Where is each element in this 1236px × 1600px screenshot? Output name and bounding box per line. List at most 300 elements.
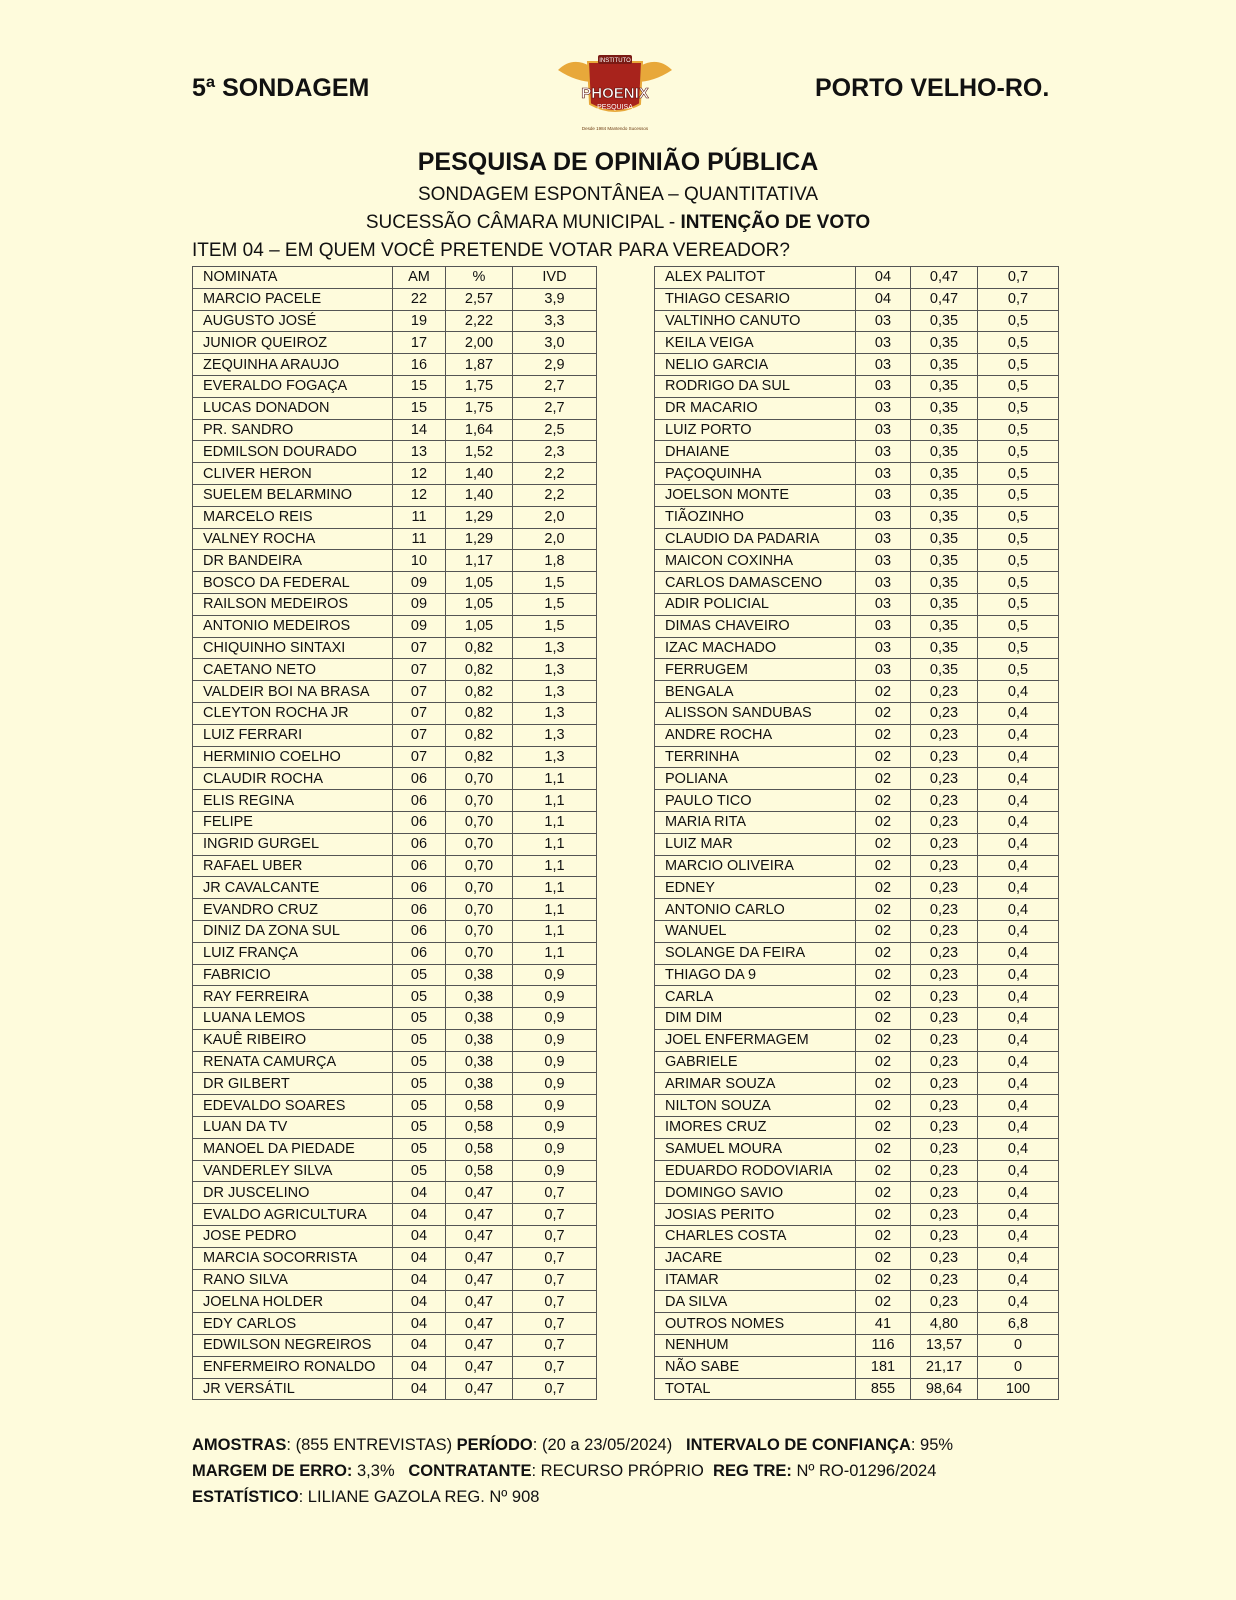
cell-ivd: 3,9 [513,288,597,310]
cell-name: KEILA VEIGA [655,332,856,354]
cell-pct: 1,40 [446,463,513,485]
cell-am: 04 [393,1356,446,1378]
table-row [193,746,597,768]
cell-ivd: 0,7 [978,267,1059,289]
amostras-label: AMOSTRAS [192,1436,287,1454]
cell-am: 116 [856,1335,911,1357]
cell-pct: 0,35 [911,354,978,376]
cell-ivd: 0,5 [978,375,1059,397]
cell-am: 04 [393,1291,446,1313]
table-row [655,659,1059,681]
contratante-value: : RECURSO PRÓPRIO [531,1462,714,1480]
cell-ivd: 0,4 [978,899,1059,921]
cell-pct: 0,70 [446,855,513,877]
cell-am: 03 [856,484,911,506]
results-table-left-body [193,267,597,1400]
table-row [655,593,1059,615]
cell-pct: 0,23 [911,768,978,790]
cell-ivd: 0,9 [513,1008,597,1030]
cell-pct: 0,23 [911,1051,978,1073]
cell-pct: % [446,267,513,289]
cell-pct: 0,47 [446,1204,513,1226]
cell-am: 03 [856,637,911,659]
cell-pct: 0,47 [446,1313,513,1335]
table-row [193,702,597,724]
cell-am: 05 [393,1160,446,1182]
cell-name: VALTINHO CANUTO [655,310,856,332]
cell-name: DHAIANE [655,441,856,463]
table-row [655,1160,1059,1182]
cell-ivd: 1,1 [513,768,597,790]
cell-ivd: 0,7 [978,288,1059,310]
table-row [193,724,597,746]
cell-am: 02 [856,1269,911,1291]
table-row [655,1335,1059,1357]
cell-name: ANTONIO CARLO [655,899,856,921]
cell-ivd: 0,4 [978,1160,1059,1182]
cell-ivd: 1,1 [513,920,597,942]
cell-am: 02 [856,1051,911,1073]
cell-pct: 1,05 [446,593,513,615]
cell-am: 09 [393,572,446,594]
cell-am: 15 [393,375,446,397]
logo-sub-text: PESQUISA [597,104,633,111]
cell-am: 02 [856,986,911,1008]
cell-name: RODRIGO DA SUL [655,375,856,397]
table-row [655,1073,1059,1095]
table-row [655,528,1059,550]
table-row [193,920,597,942]
cell-name: EVALDO AGRICULTURA [193,1204,393,1226]
cell-ivd: 1,1 [513,942,597,964]
cell-name: JOSE PEDRO [193,1226,393,1248]
cell-name: SUELEM BELARMINO [193,484,393,506]
cell-pct: 0,58 [446,1095,513,1117]
cell-am: 02 [856,811,911,833]
cell-am: 02 [856,1138,911,1160]
table-row [655,964,1059,986]
cell-ivd: 0,9 [513,1095,597,1117]
cell-am: 03 [856,659,911,681]
cell-am: 03 [856,375,911,397]
cell-pct: 1,05 [446,615,513,637]
cell-am: 02 [856,1117,911,1139]
cell-pct: 13,57 [911,1335,978,1357]
cell-name: CLAUDIR ROCHA [193,768,393,790]
cell-ivd: 0,5 [978,659,1059,681]
cell-am: 02 [856,1160,911,1182]
table-row [193,877,597,899]
cell-am: 05 [393,964,446,986]
table-row [655,1356,1059,1378]
cell-name: ADIR POLICIAL [655,593,856,615]
table-row [193,1182,597,1204]
cell-ivd: 0,4 [978,1117,1059,1139]
cell-am: 04 [393,1182,446,1204]
cell-name: VALDEIR BOI NA BRASA [193,681,393,703]
cell-pct: 0,35 [911,659,978,681]
table-row [655,1095,1059,1117]
cell-pct: 0,35 [911,397,978,419]
cell-pct: 0,35 [911,593,978,615]
cell-ivd: 0,5 [978,310,1059,332]
cell-am: 04 [393,1378,446,1400]
cell-am: 06 [393,811,446,833]
cell-ivd: 0,4 [978,1051,1059,1073]
cell-name: RAY FERREIRA [193,986,393,1008]
cell-name: DINIZ DA ZONA SUL [193,920,393,942]
cell-name: JACARE [655,1247,856,1269]
cell-am: 02 [856,1073,911,1095]
table-row [655,1138,1059,1160]
cell-name: ENFERMEIRO RONALDO [193,1356,393,1378]
table-row [193,811,597,833]
cell-name: CLEYTON ROCHA JR [193,702,393,724]
cell-pct: 0,82 [446,702,513,724]
cell-ivd: 1,3 [513,702,597,724]
survey-round-label: 5ª SONDAGEM [192,74,370,102]
table-row [193,637,597,659]
cell-ivd: 0,5 [978,397,1059,419]
cell-name: MANOEL DA PIEDADE [193,1138,393,1160]
cell-am: 12 [393,463,446,485]
cell-am: 02 [856,877,911,899]
cell-pct: 0,38 [446,1051,513,1073]
cell-name: CHARLES COSTA [655,1226,856,1248]
cell-pct: 0,23 [911,1291,978,1313]
cell-pct: 1,29 [446,506,513,528]
cell-name: CARLOS DAMASCENO [655,572,856,594]
cell-ivd: 0,5 [978,572,1059,594]
table-row [655,1247,1059,1269]
cell-name: ALISSON SANDUBAS [655,702,856,724]
cell-pct: 0,23 [911,1204,978,1226]
footer-line-3 [192,1488,539,1507]
periodo-label: PERÍODO [456,1436,533,1454]
cell-pct: 0,35 [911,528,978,550]
table-row [655,1269,1059,1291]
cell-am: 02 [856,768,911,790]
cell-pct: 0,23 [911,1182,978,1204]
cell-pct: 1,87 [446,354,513,376]
cell-pct: 0,23 [911,899,978,921]
cell-pct: 0,23 [911,811,978,833]
table-row [655,768,1059,790]
margem-label: MARGEM DE ERRO: [192,1462,353,1480]
table-row [655,877,1059,899]
cell-am: 07 [393,637,446,659]
cell-ivd: 0,9 [513,1073,597,1095]
cell-name: EVANDRO CRUZ [193,899,393,921]
cell-name: LUAN DA TV [193,1117,393,1139]
results-table-right-body [655,267,1059,1400]
cell-ivd: 1,3 [513,637,597,659]
table-row [655,1051,1059,1073]
table-row [655,1008,1059,1030]
cell-ivd: 0,5 [978,332,1059,354]
cell-pct: 0,47 [446,1269,513,1291]
cell-ivd: 0,7 [513,1269,597,1291]
cell-am: 05 [393,1073,446,1095]
cell-name: SAMUEL MOURA [655,1138,856,1160]
cell-ivd: 0,4 [978,1008,1059,1030]
cell-ivd: 1,5 [513,572,597,594]
table-row [655,572,1059,594]
table-row [193,375,597,397]
cell-ivd: 1,1 [513,833,597,855]
table-row [655,1291,1059,1313]
cell-name: JOELSON MONTE [655,484,856,506]
cell-ivd: 0,9 [513,1160,597,1182]
cell-am: 02 [856,1291,911,1313]
cell-name: JR CAVALCANTE [193,877,393,899]
cell-ivd: 0,9 [513,1117,597,1139]
cell-am: 03 [856,332,911,354]
cell-pct: 0,70 [446,768,513,790]
cell-am: 11 [393,528,446,550]
cell-name: IMORES CRUZ [655,1117,856,1139]
cell-ivd: 0,4 [978,855,1059,877]
results-table-right [654,266,1059,1400]
cell-am: 41 [856,1313,911,1335]
cell-ivd: 0 [978,1356,1059,1378]
cell-name: FELIPE [193,811,393,833]
cell-ivd: 1,1 [513,855,597,877]
cell-am: 03 [856,463,911,485]
cell-am: 05 [393,1117,446,1139]
cell-pct: 0,23 [911,833,978,855]
regtre-value: Nº RO-01296/2024 [791,1462,937,1480]
cell-ivd: 0,4 [978,986,1059,1008]
cell-ivd: 0,7 [513,1313,597,1335]
table-row [193,855,597,877]
cell-am: 02 [856,1095,911,1117]
cell-ivd: 0,9 [513,1029,597,1051]
cell-am: 03 [856,572,911,594]
table-row [193,1269,597,1291]
cell-am: 06 [393,877,446,899]
table-row [193,528,597,550]
table-row [655,1204,1059,1226]
cell-am: 03 [856,419,911,441]
cell-ivd: 2,2 [513,463,597,485]
cell-name: LUIZ PORTO [655,419,856,441]
cell-pct: 0,23 [911,702,978,724]
cell-pct: 0,38 [446,1008,513,1030]
cell-ivd: 0,4 [978,942,1059,964]
cell-ivd: 0,5 [978,354,1059,376]
subtitle-topic [0,212,1236,234]
table-row [655,790,1059,812]
cell-ivd: 2,7 [513,397,597,419]
cell-pct: 0,70 [446,942,513,964]
table-row [655,1117,1059,1139]
results-table-left [192,266,597,1400]
cell-name: DA SILVA [655,1291,856,1313]
cell-am: 09 [393,615,446,637]
table-row [655,1226,1059,1248]
table-row [655,1378,1059,1400]
cell-pct: 0,70 [446,920,513,942]
cell-pct: 0,47 [446,1226,513,1248]
cell-name: ELIS REGINA [193,790,393,812]
cell-name: ZEQUINHA ARAUJO [193,354,393,376]
cell-am: 06 [393,790,446,812]
cell-am: 03 [856,506,911,528]
table-row [193,1138,597,1160]
cell-name: CLIVER HERON [193,463,393,485]
cell-am: 02 [856,942,911,964]
cell-name: LUANA LEMOS [193,1008,393,1030]
cell-ivd: 0,5 [978,615,1059,637]
margem-value: 3,3% [352,1462,409,1480]
cell-ivd: 0,5 [978,484,1059,506]
cell-ivd: 1,3 [513,724,597,746]
cell-name: MAICON COXINHA [655,550,856,572]
cell-am: 07 [393,681,446,703]
cell-am: 03 [856,615,911,637]
table-row [193,441,597,463]
cell-am: 04 [393,1204,446,1226]
cell-name: DOMINGO SAVIO [655,1182,856,1204]
cell-am: 04 [393,1226,446,1248]
cell-am: 02 [856,1204,911,1226]
cell-pct: 0,23 [911,1095,978,1117]
cell-pct: 0,38 [446,1073,513,1095]
cell-pct: 2,00 [446,332,513,354]
cell-am: 03 [856,550,911,572]
cell-ivd: 1,1 [513,790,597,812]
page-title: PESQUISA DE OPINIÃO PÚBLICA [417,148,819,176]
cell-ivd: 0,4 [978,1029,1059,1051]
cell-am: 05 [393,986,446,1008]
table-row [193,790,597,812]
table-row [193,899,597,921]
cell-am: 19 [393,310,446,332]
table-row [655,419,1059,441]
cell-am: 05 [393,1095,446,1117]
cell-ivd: 0,5 [978,528,1059,550]
cell-pct: 0,47 [446,1291,513,1313]
cell-pct: 0,35 [911,637,978,659]
cell-name: CLAUDIO DA PADARIA [655,528,856,550]
cell-pct: 1,52 [446,441,513,463]
cell-ivd: 0,9 [513,986,597,1008]
table-row [655,942,1059,964]
cell-pct: 0,70 [446,833,513,855]
cell-pct: 0,58 [446,1160,513,1182]
cell-ivd: 0,4 [978,833,1059,855]
cell-pct: 0,70 [446,877,513,899]
cell-am: 02 [856,1008,911,1030]
cell-ivd: 0,9 [513,1051,597,1073]
cell-ivd: 1,3 [513,659,597,681]
cell-name: THIAGO CESARIO [655,288,856,310]
cell-am: 03 [856,354,911,376]
cell-ivd: 1,8 [513,550,597,572]
table-row [193,942,597,964]
cell-pct: 0,47 [446,1335,513,1357]
table-row [655,1182,1059,1204]
cell-name: SOLANGE DA FEIRA [655,942,856,964]
cell-ivd: 2,5 [513,419,597,441]
table-row [655,375,1059,397]
cell-ivd: 2,3 [513,441,597,463]
cell-ivd: 2,0 [513,528,597,550]
cell-pct: 0,23 [911,1160,978,1182]
cell-ivd: 0,7 [513,1335,597,1357]
cell-pct: 0,35 [911,572,978,594]
cell-am: 02 [856,1029,911,1051]
table-row [193,681,597,703]
cell-pct: 0,70 [446,899,513,921]
cell-ivd: 1,5 [513,593,597,615]
cell-am: 07 [393,702,446,724]
table-row [655,920,1059,942]
cell-name: LUCAS DONADON [193,397,393,419]
cell-pct: 0,35 [911,484,978,506]
cell-ivd: 6,8 [978,1313,1059,1335]
cell-ivd: 1,5 [513,615,597,637]
cell-pct: 1,29 [446,528,513,550]
cell-name: JOELNA HOLDER [193,1291,393,1313]
cell-pct: 0,82 [446,659,513,681]
cell-name: ANTONIO MEDEIROS [193,615,393,637]
table-row [655,724,1059,746]
cell-am: 03 [856,397,911,419]
table-row [193,572,597,594]
periodo-value: : (20 a 23/05/2024) [532,1436,686,1454]
table-row [655,463,1059,485]
cell-pct: 0,58 [446,1138,513,1160]
table-row [655,332,1059,354]
cell-name: LUIZ FERRARI [193,724,393,746]
cell-ivd: 0,5 [978,463,1059,485]
cell-name: EDNEY [655,877,856,899]
subtitle-survey-type: SONDAGEM ESPONTÂNEA – QUANTITATIVA [417,184,819,205]
table-row [655,550,1059,572]
table-row [193,310,597,332]
table-row [655,855,1059,877]
table-row [193,1378,597,1400]
logo-top-text: INSTITUTO [599,58,631,64]
cell-ivd: 1,1 [513,877,597,899]
cell-ivd: 2,9 [513,354,597,376]
cell-am: 17 [393,332,446,354]
cell-am: 04 [393,1247,446,1269]
table-row [655,484,1059,506]
cell-am: 07 [393,724,446,746]
cell-ivd: 0,5 [978,441,1059,463]
cell-am: 13 [393,441,446,463]
cell-name: CARLA [655,986,856,1008]
cell-pct: 1,17 [446,550,513,572]
cell-pct: 0,23 [911,1247,978,1269]
cell-ivd: 0,4 [978,1247,1059,1269]
cell-ivd: 0,5 [978,550,1059,572]
cell-ivd: 0,7 [513,1247,597,1269]
cell-name: RANO SILVA [193,1269,393,1291]
cell-am: 02 [856,724,911,746]
cell-name: IZAC MACHADO [655,637,856,659]
cell-am: 05 [393,1051,446,1073]
cell-pct: 0,47 [446,1247,513,1269]
table-row [655,310,1059,332]
cell-name: NILTON SOUZA [655,1095,856,1117]
cell-name: INGRID GURGEL [193,833,393,855]
footer-line-2 [192,1462,936,1481]
cell-name: RAILSON MEDEIROS [193,593,393,615]
